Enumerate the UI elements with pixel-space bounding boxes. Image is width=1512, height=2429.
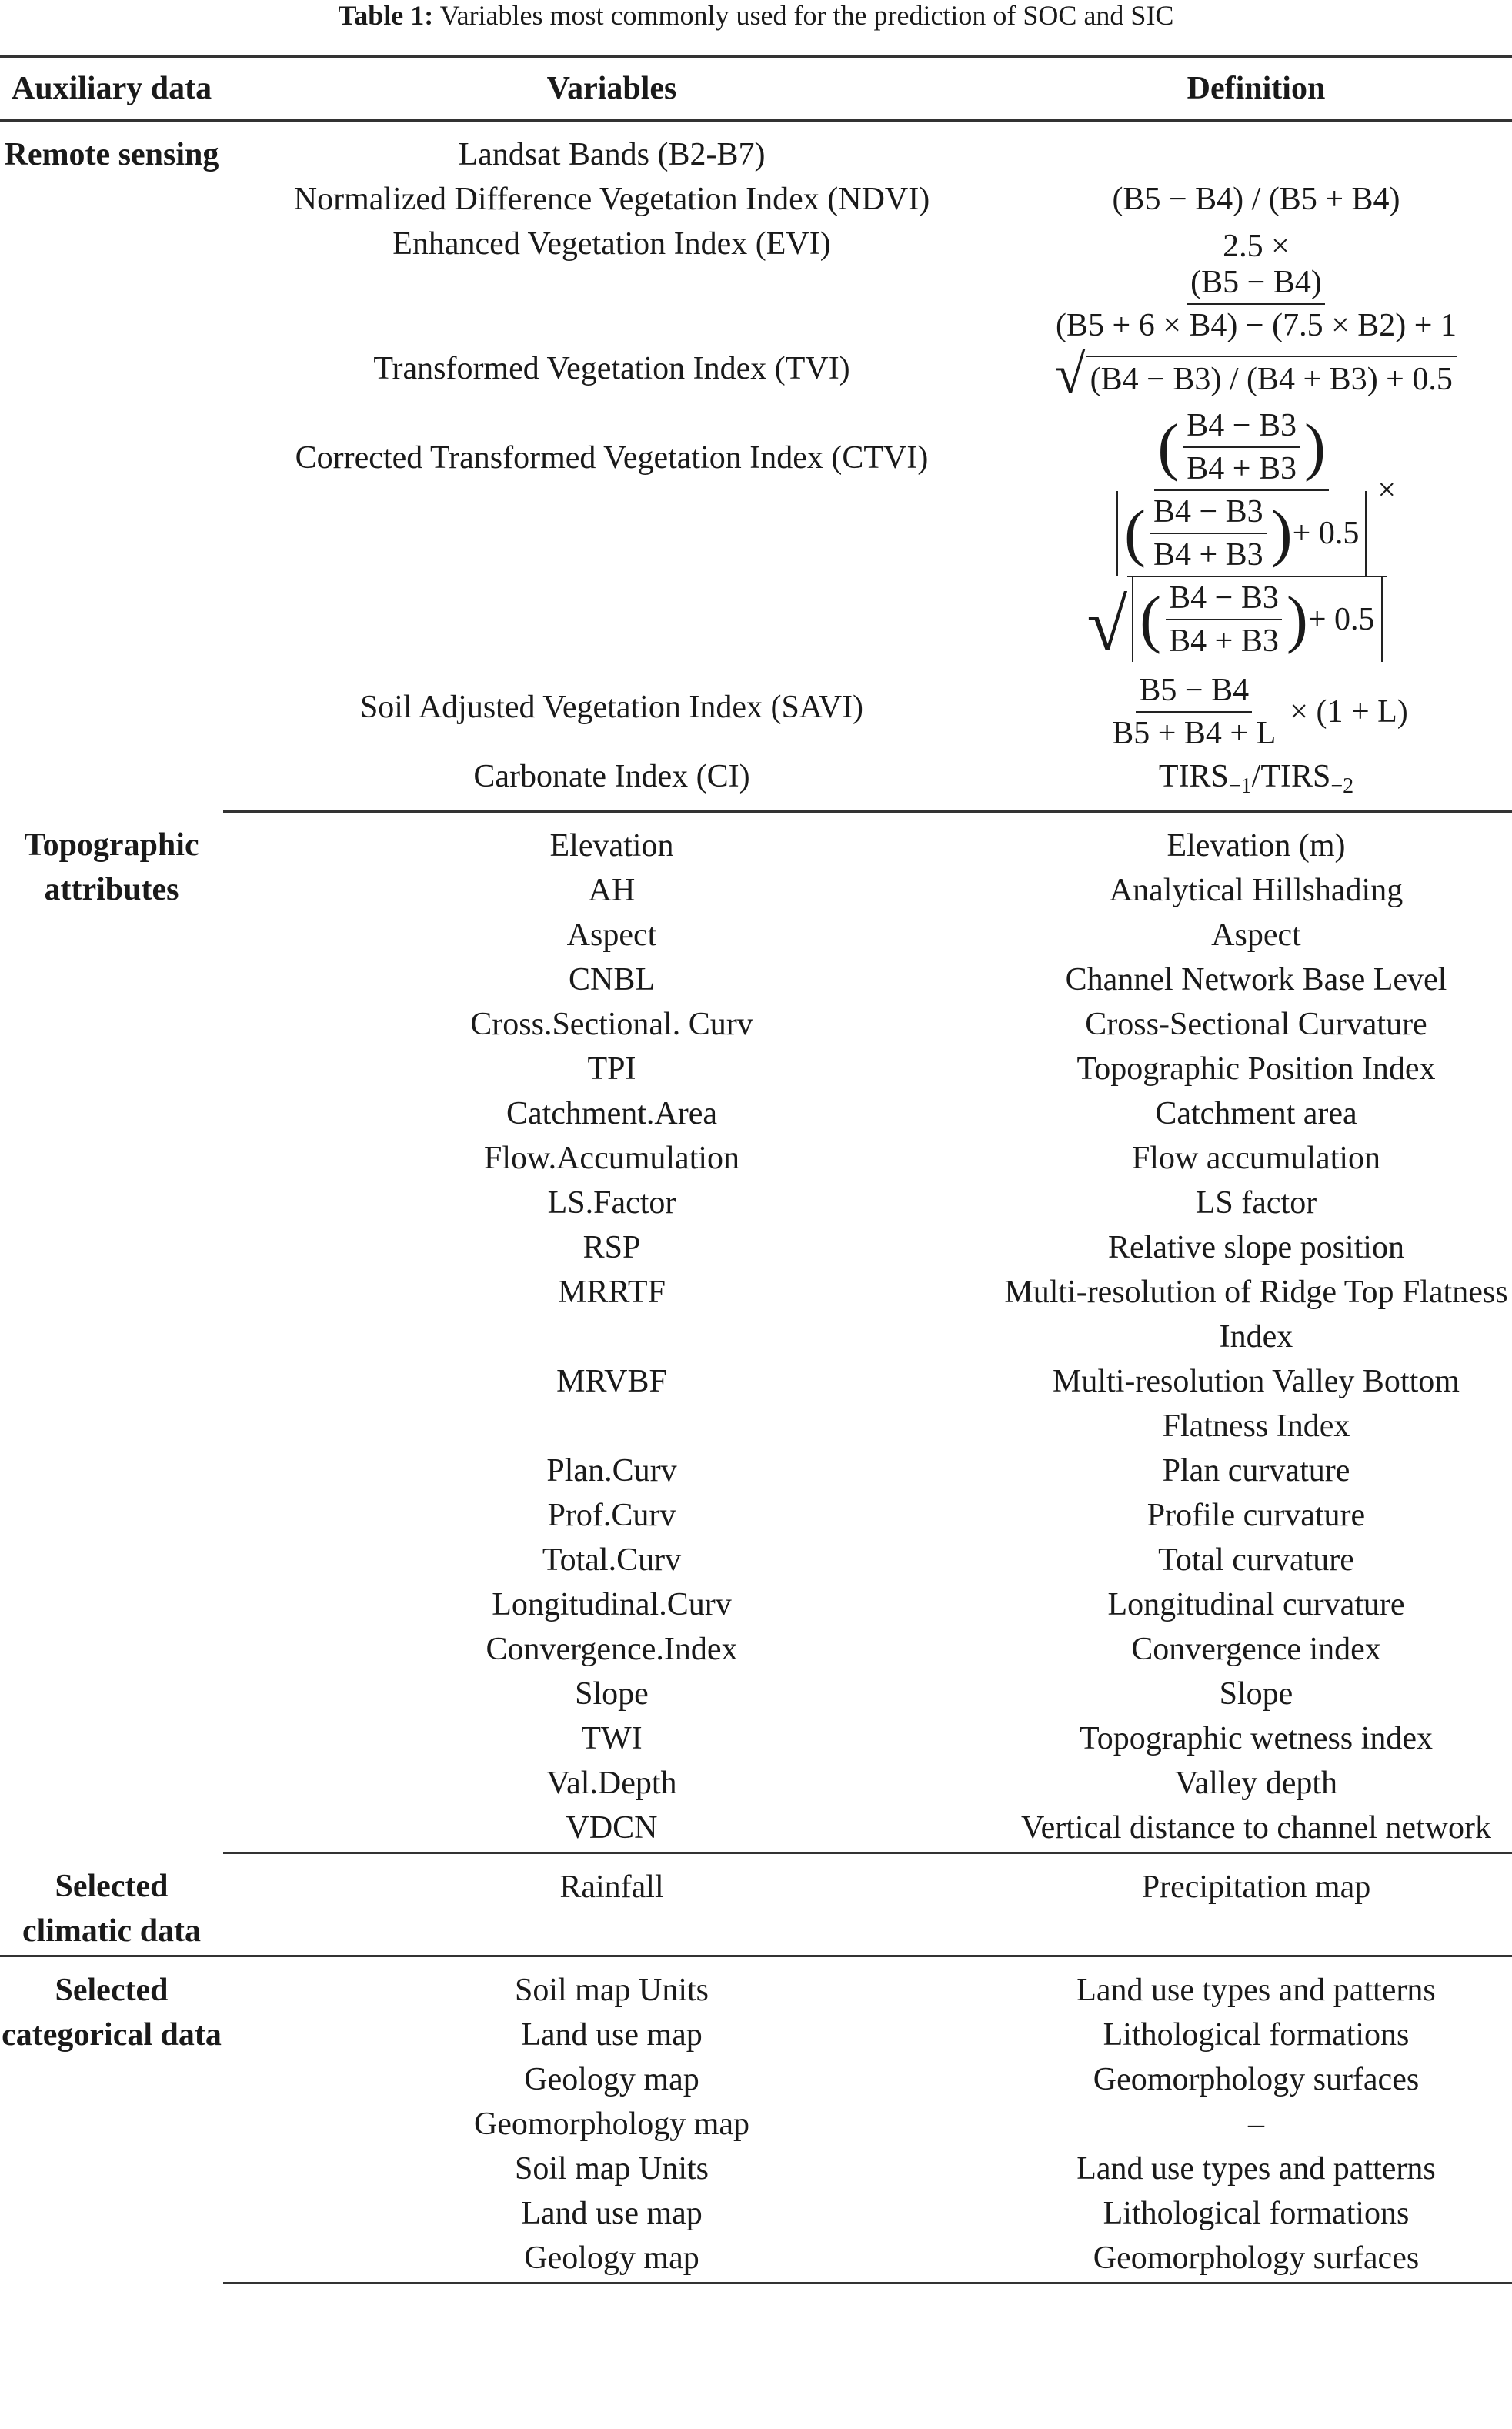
definition-cell: Aspect (1211, 917, 1301, 953)
table-row (0, 405, 1512, 662)
variables-table (0, 55, 1512, 2284)
table-row (0, 346, 1512, 405)
definition-cell: Vertical distance to channel network (1000, 1806, 1512, 1853)
variable-cell: MRVBF (556, 1364, 667, 1399)
header-definition: Definition (1000, 57, 1512, 121)
definition-cell: Longitudinal curvature (1107, 1587, 1405, 1622)
table-row (0, 1493, 1512, 1538)
variable-cell: Geology map (524, 2061, 699, 2097)
definition-cell: Topographic wetness index (1080, 1721, 1433, 1756)
table-row (0, 913, 1512, 957)
variable-cell: Flow.Accumulation (483, 1141, 740, 1176)
right-paren-icon: ) (1270, 497, 1293, 569)
definition-cell: Land use types and patterns (1076, 1972, 1436, 2008)
variable-cell: TWI (581, 1721, 643, 1756)
group-label-categorical: Selected categorical data (2, 1972, 222, 2053)
table-row (0, 662, 1512, 754)
definition-cell (1000, 662, 1512, 754)
savi-fraction (1109, 670, 1279, 754)
ctvi-sqrt-line (1000, 576, 1512, 666)
table-row (0, 177, 1512, 222)
variable-cell: Landsat Bands (B2-B7) (458, 137, 766, 172)
table-row (0, 2057, 1512, 2102)
header-row (0, 57, 1512, 121)
variable-cell: Land use map (521, 2195, 703, 2231)
variable-cell: Geology map (223, 2236, 1000, 2284)
ctvi-plus: + 0.5 (1307, 602, 1375, 637)
definition-cell: Analytical Hillshading (1109, 873, 1404, 908)
variable-cell: CNBL (568, 962, 655, 997)
variable-cell: Catchment.Area (506, 1096, 718, 1131)
ci-part-b: TIRS (1260, 759, 1331, 794)
variable-cell: Soil map Units (514, 1972, 709, 2008)
evi-numerator: (B5 − B4) (1187, 262, 1325, 305)
variable-cell: Land use map (521, 2016, 703, 2053)
definition-cell: Plan curvature (1162, 1453, 1350, 1488)
evi-fraction (1053, 262, 1460, 346)
table-row (0, 1270, 1512, 1359)
left-paren-icon: ( (1140, 583, 1162, 655)
table-row (0, 1448, 1512, 1493)
left-paren-icon: ( (1157, 411, 1180, 483)
ctvi-main-fraction (1116, 405, 1367, 576)
sqrt-icon: √ (1055, 343, 1086, 405)
evi-scale: 2.5 × (1223, 229, 1290, 264)
definition-cell: Profile curvature (1147, 1498, 1366, 1533)
table-row (0, 1627, 1512, 1672)
table-row (0, 1225, 1512, 1270)
variable-cell: Slope (575, 1676, 649, 1712)
ctvi-frac-2 (1150, 491, 1267, 576)
ctvi-frac-num: B4 − B3 (1150, 491, 1267, 534)
table-row (0, 812, 1512, 869)
definition-cell: Geomorphology surfaces (1000, 2236, 1512, 2284)
variable-cell: Val.Depth (546, 1766, 677, 1801)
ctvi-frac-den: B4 + B3 (1169, 623, 1279, 659)
right-paren-icon: ) (1304, 411, 1326, 483)
variable-cell: Prof.Curv (547, 1498, 676, 1533)
variable-cell: Carbonate Index (CI) (223, 754, 1000, 812)
table-row (0, 1761, 1512, 1806)
variable-cell: Elevation (549, 828, 674, 864)
variable-cell: MRRTF (558, 1275, 666, 1310)
variable-cell: Soil Adjusted Vegetation Index (SAVI) (359, 690, 864, 725)
definition-cell (1000, 177, 1512, 222)
table-row (0, 1672, 1512, 1716)
variable-cell: AH (588, 873, 636, 908)
variable-cell: TPI (587, 1051, 636, 1087)
definition-cell: Slope (1219, 1676, 1293, 1712)
variable-cell: Longitudinal.Curv (492, 1587, 732, 1622)
caption-text: Variables most commonly used for the prediction of SOC and SIC (433, 0, 1174, 31)
table-row (0, 1002, 1512, 1047)
ctvi-sqrt (1086, 576, 1387, 666)
ctvi-formula (1116, 405, 1396, 576)
ctvi-frac-num: B4 − B3 (1166, 577, 1282, 620)
table-row (0, 957, 1512, 1002)
topo-group (0, 812, 1512, 1853)
ctvi-sqrt-abs (1132, 577, 1382, 662)
variable-cell: Geomorphology map (473, 2106, 750, 2142)
table-row (0, 121, 1512, 178)
table-row (0, 222, 1512, 346)
variable-cell: VDCN (223, 1806, 1000, 1853)
definition-cell: Elevation (m) (1167, 828, 1346, 864)
definition-cell: Convergence index (1131, 1632, 1381, 1667)
table-row (0, 754, 1512, 812)
group-label-climatic: Selected climatic data (0, 1853, 223, 1956)
definition-cell: Lithological formations (1103, 2195, 1410, 2231)
variable-cell: Plan.Curv (546, 1453, 677, 1488)
variable-cell: Transformed Vegetation Index (TVI) (373, 351, 850, 386)
table-row (0, 1582, 1512, 1627)
ctvi-sqrt-body (1127, 576, 1387, 662)
table-row (0, 2102, 1512, 2147)
left-paren-icon: ( (1123, 497, 1146, 569)
header-variables: Variables (223, 57, 1000, 121)
table-row (0, 2236, 1512, 2284)
definition-cell (1000, 754, 1512, 812)
definition-cell: LS factor (1195, 1185, 1317, 1221)
definition-cell: Multi-resolution Valley Bottom Flatness Index (1053, 1364, 1460, 1444)
definition-cell: Multi-resolution of Ridge Top Flatness Index (1004, 1275, 1508, 1355)
definition-cell: Channel Network Base Level (1065, 962, 1447, 997)
climatic-group (0, 1853, 1512, 1956)
definition-cell: Valley depth (1174, 1766, 1338, 1801)
variable-cell: Rainfall (223, 1853, 1000, 1956)
definition-cell (1000, 405, 1512, 666)
table-row (0, 1538, 1512, 1582)
definition-cell: Relative slope position (1108, 1230, 1404, 1265)
variable-cell: Convergence.Index (486, 1632, 738, 1667)
ci-part-a: TIRS (1158, 759, 1229, 794)
table-row (0, 1806, 1512, 1853)
table-row (0, 1047, 1512, 1091)
table-row (0, 1716, 1512, 1761)
definition-cell: Catchment area (1155, 1096, 1357, 1131)
group-label-remote: Remote sensing (4, 137, 219, 172)
ctvi-frac-1 (1183, 405, 1300, 489)
savi-numerator: B5 − B4 (1136, 670, 1252, 713)
table-row (0, 1853, 1512, 1956)
ci-sub-a: −1 (1228, 774, 1252, 798)
table-caption (0, 0, 1512, 31)
ctvi-frac-3 (1166, 577, 1282, 662)
definition-cell: Land use types and patterns (1076, 2150, 1436, 2187)
table-row (0, 2147, 1512, 2191)
ci-sub-b: −2 (1330, 774, 1354, 798)
ctvi-frac-den: B4 + B3 (1187, 451, 1297, 486)
tvi-radicand: (B4 − B3) / (B4 + B3) + 0.5 (1086, 356, 1457, 402)
variable-cell: Enhanced Vegetation Index (EVI) (392, 226, 831, 262)
variable-cell: Cross.Sectional. Curv (470, 1007, 753, 1042)
table-row (0, 2013, 1512, 2057)
variable-cell: Normalized Difference Vegetation Index (NDVI) (293, 182, 930, 217)
variable-cell: Aspect (566, 917, 657, 953)
definition-cell: Precipitation map (1000, 1853, 1512, 1956)
ctvi-plus: + 0.5 (1292, 516, 1360, 551)
group-label-topographic: Topographic attributes (24, 827, 199, 907)
definition-cell: Geomorphology surfaces (1093, 2061, 1420, 2097)
definition-cell: Cross-Sectional Curvature (1085, 1007, 1427, 1042)
definition-cell: Lithological formations (1103, 2016, 1410, 2053)
categorical-group (0, 1956, 1512, 2283)
table-row (0, 868, 1512, 913)
table-row (0, 1136, 1512, 1181)
savi-formula (1104, 670, 1408, 754)
definition-cell: Topographic Position Index (1076, 1051, 1436, 1087)
ctvi-frac-num: B4 − B3 (1183, 405, 1300, 448)
variable-cell: Total.Curv (542, 1542, 682, 1578)
ctvi-times: × (1377, 473, 1397, 508)
ctvi-bottom (1116, 491, 1367, 576)
ndvi-formula: (B5 − B4) / (B5 + B4) (1112, 182, 1400, 217)
definition-cell (1000, 222, 1512, 346)
definition-cell (1000, 343, 1512, 405)
table-row (0, 1359, 1512, 1448)
definition-cell: Total curvature (1158, 1542, 1354, 1578)
ctvi-frac-den: B4 + B3 (1153, 537, 1263, 573)
header-aux: Auxiliary data (0, 57, 223, 121)
savi-denominator: B5 + B4 + L (1112, 716, 1277, 751)
variable-cell: LS.Factor (547, 1185, 676, 1221)
ctvi-top (1154, 405, 1329, 491)
right-paren-icon: ) (1286, 583, 1308, 655)
definition-cell: – (1248, 2106, 1264, 2142)
ci-slash: / (1251, 759, 1261, 794)
savi-tail: × (1 + L) (1290, 694, 1408, 730)
table-row (0, 1091, 1512, 1136)
tvi-formula (1055, 343, 1457, 405)
variable-cell: Corrected Transformed Vegetation Index (CTVI) (295, 440, 929, 476)
definition-cell: Flow accumulation (1131, 1141, 1381, 1176)
evi-denominator: (B5 + 6 × B4) − (7.5 × B2) + 1 (1056, 308, 1457, 343)
sqrt-icon: √ (1086, 583, 1128, 666)
caption-label: Table 1: (338, 0, 434, 31)
variable-cell: Soil map Units (514, 2150, 709, 2187)
table-row (0, 2191, 1512, 2236)
table-row (0, 1956, 1512, 2013)
table-row (0, 1181, 1512, 1225)
definition-cell (1000, 121, 1512, 178)
variable-cell: RSP (582, 1230, 641, 1265)
